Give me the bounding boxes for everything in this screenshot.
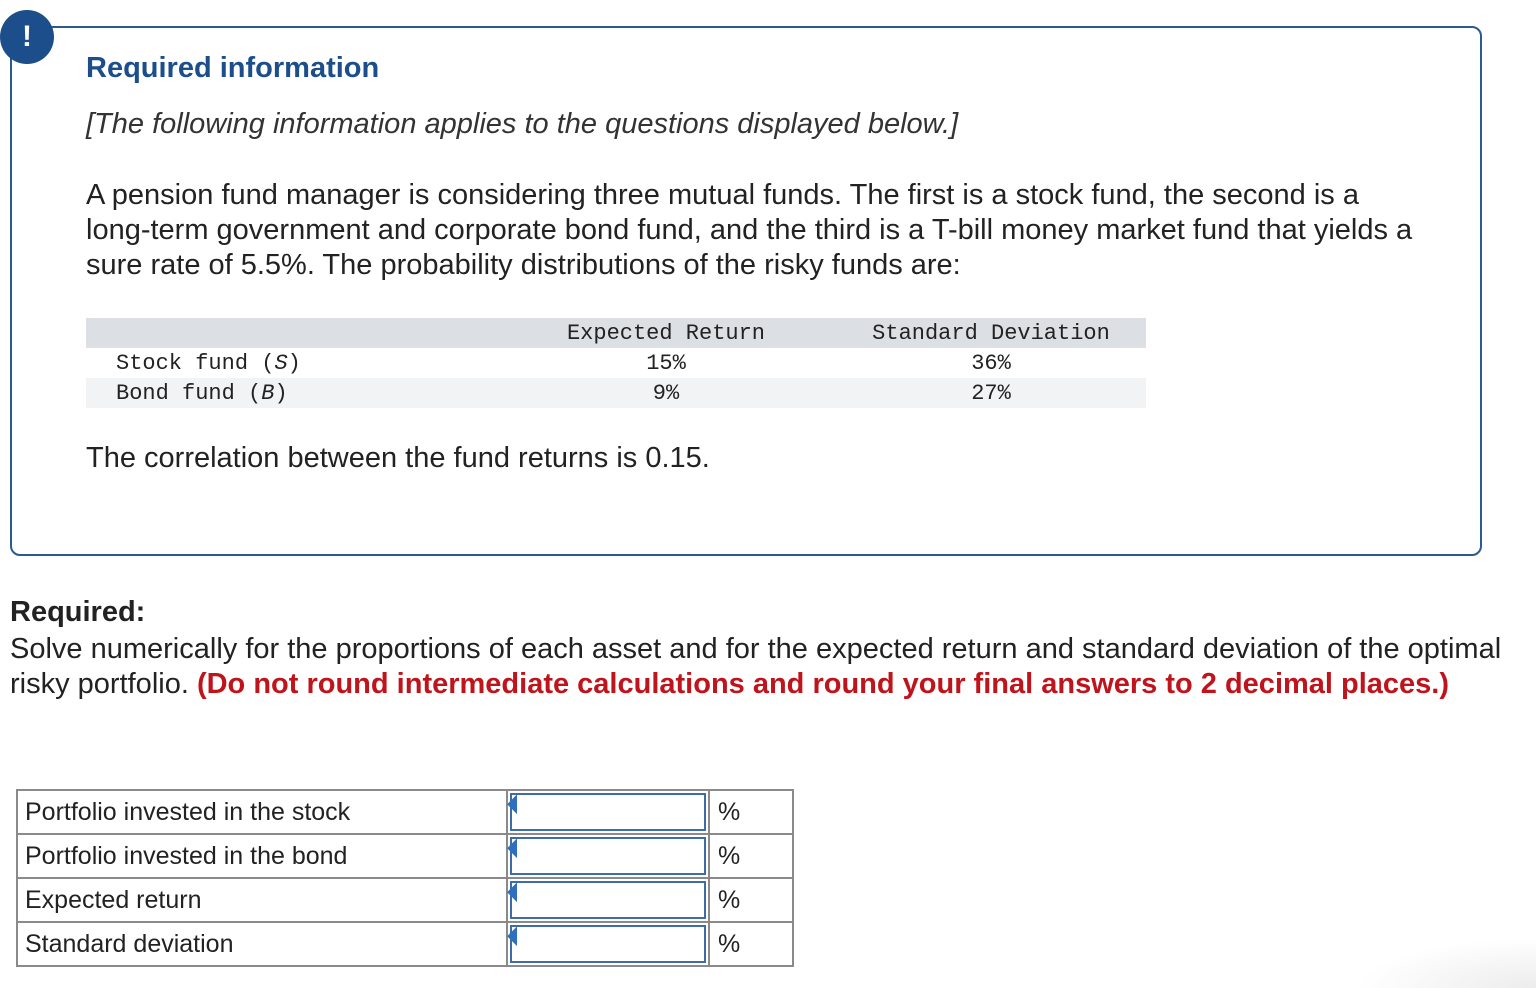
table-row-stock-fund <box>86 348 1146 378</box>
intro-note: [The following information applies to the questions displayed below.] <box>86 108 959 140</box>
table-row-bond-fund <box>86 378 1146 408</box>
answer-grid <box>16 789 794 967</box>
answer-label-bond: Portfolio invested in the bond <box>17 834 507 878</box>
table-header-expected-return: Expected Return <box>566 321 766 346</box>
fund-expected-return: 15% <box>646 351 686 376</box>
bond-proportion-input[interactable] <box>510 837 706 875</box>
alert-icon: ! <box>0 10 54 64</box>
table-row <box>17 922 793 966</box>
fund-name: Bond fund (B) <box>116 381 288 406</box>
problem-paragraph: A pension fund manager is considering three mutual funds. The first is a stock fund, the second is a long-term government and corporate bond fund, and the third is a T-bill money market fund that yields a sure rate of 5.5%. The probability distributions of the risky funds are: <box>86 179 1413 281</box>
stock-proportion-input[interactable] <box>510 793 706 831</box>
required-question-text: Solve numerically for the proportions of each asset and for the expected return and standard deviation of the optimal risky portfolio. <box>10 633 1502 700</box>
required-label: Required: <box>10 596 146 628</box>
percent-unit: % <box>709 834 793 878</box>
fund-standard-deviation: 27% <box>971 381 1011 406</box>
correlation-statement: The correlation between the fund returns is 0.15. <box>86 442 710 474</box>
answer-label-stock: Portfolio invested in the stock <box>17 790 507 834</box>
percent-unit: % <box>709 878 793 922</box>
table-header-row <box>86 318 1146 348</box>
standard-deviation-input[interactable] <box>510 925 706 963</box>
required-information-panel <box>10 26 1482 556</box>
fund-standard-deviation: 36% <box>971 351 1011 376</box>
table-header-standard-deviation: Standard Deviation <box>872 321 1110 346</box>
table-row <box>17 878 793 922</box>
table-row <box>17 790 793 834</box>
percent-unit: % <box>709 922 793 966</box>
percent-unit: % <box>709 790 793 834</box>
table-row <box>17 834 793 878</box>
answer-label-expected-return: Expected return <box>17 878 507 922</box>
fund-distribution-table <box>86 318 1146 408</box>
rounding-instruction: (Do not round intermediate calculations and round your final answers to 2 decimal places.) <box>196 668 1450 700</box>
page-shadow <box>1356 938 1536 988</box>
fund-expected-return: 9% <box>652 381 680 406</box>
expected-return-input[interactable] <box>510 881 706 919</box>
required-instructions <box>10 632 1530 702</box>
required-information-title: Required information <box>86 52 380 84</box>
answer-label-standard-deviation: Standard deviation <box>17 922 507 966</box>
fund-name: Stock fund (S) <box>116 351 301 376</box>
